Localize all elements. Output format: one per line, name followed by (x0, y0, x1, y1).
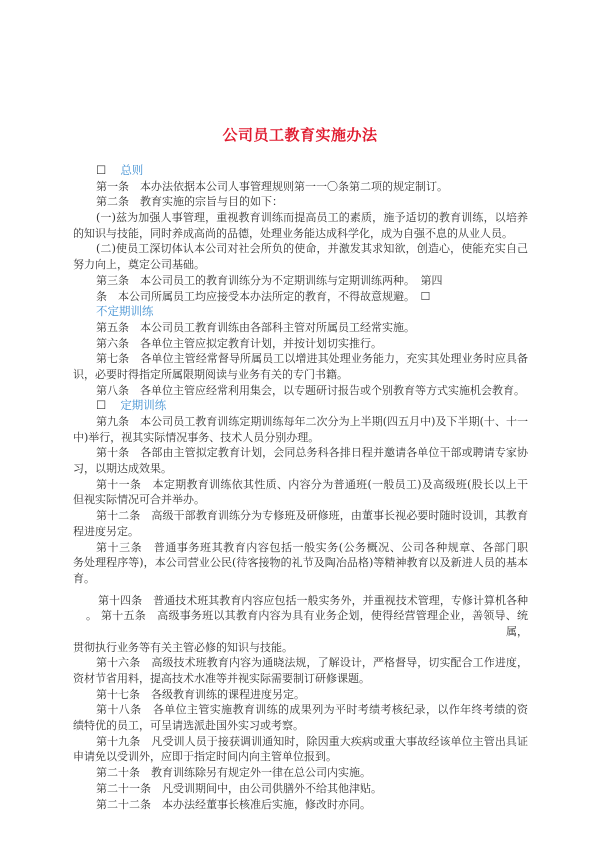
document-title: 公司员工教育实施办法 (222, 126, 378, 144)
article-line: 第五条 本公司员工教育训练由各部科主管对所属员工经常实施。 (96, 320, 415, 334)
article-line: 第十九条 凡受训人员于接获调训通知时，除因重大疾病或重大事故经该单位主管出具证 (96, 734, 528, 748)
paragraph-continuation-line: 申请免以受训外，应即于指定时间内向主管单位报到。 (73, 750, 337, 764)
article-line: 第二十二条 本办法经董事长核准后实施，修改时亦同。 (96, 797, 371, 811)
paragraph-continuation-line: 的知识与技能，同时养成高尚的品德，处理业务能达成科学化，成为自强不息的从业人员。 (73, 226, 513, 240)
section-heading-text: 不定期训练 (96, 304, 154, 319)
article-line: 第二十条 教育训练除另有规定外一律在总公司内实施。 (96, 766, 371, 780)
article-line: 第七条 各单位主管经常督导所属员工以增进其处理业务能力，充实其处理业务时应具备 (96, 352, 528, 366)
article-line: 属， (506, 624, 528, 638)
article-line: 第十八条 各单位主管实施教育训练的成果列为平时考绩考核纪录，以作年终考绩的资 (96, 703, 528, 717)
document-body (73, 163, 528, 812)
article-line: 第十一条 本定期教育训练依其性质、内容分为普通班(一般员工)及高级班(股长以上干 (96, 477, 528, 491)
article-line: 第二十一条 凡受训期间中，由公司供膳外不给其他津贴。 (96, 781, 382, 795)
article-line: 第八条 各单位主管应经常利用集会，以专题研讨报告或个别教育等方式实施机会教育。 (96, 383, 525, 397)
article-line: 第二条 教育实施的宗旨与目的如下： (96, 195, 283, 209)
article-line: 条 本公司所属员工均应接受本办法所定的教育，不得故意规避。 ☐ (96, 289, 431, 303)
section-heading (73, 304, 528, 320)
paragraph-continuation-line: 育。 (73, 571, 95, 585)
checkbox-icon: ☐ (96, 163, 107, 177)
section-heading-text: 总则 (120, 163, 144, 177)
checkbox-icon: ☐ (96, 398, 107, 413)
paragraph-continuation-line: 绩特优的员工，可呈请选派赴国外实习或考察。 (73, 719, 304, 733)
paragraph-continuation-line: 资材节省用料，提高技术水准等并视实际需要制订研修课题。 (73, 672, 370, 685)
section-heading (73, 163, 528, 179)
section-heading (73, 398, 528, 414)
article-line: 。 第十五条 高级事务班以其教育内容为具有业务企划，使得经营管理企业，善领导、统 (86, 609, 528, 623)
article-line: 第十七条 各级教育训练的课程进度另定。 (96, 687, 305, 701)
paragraph-continuation-line: 但视实际情况可合并举办。 (73, 493, 205, 507)
section-heading-text: 定期训练 (120, 398, 167, 413)
paragraph-continuation-line: 程进度另定。 (73, 524, 139, 538)
paragraph-continuation-line: 努力向上，奠定公司基础。 (73, 258, 205, 272)
article-line: 第一条 本办法依据本公司人事管理规则第一一〇条第二项的规定制订。 (96, 179, 448, 193)
article-line: (二)使员工深切体认本公司对社会所负的使命，并激发其求知欲，创造心，使能充实自己 (96, 242, 528, 256)
article-line: 第十三条 普通事务班其教育内容包括一般实务(公务概况、公司各种规章、各部门职 (96, 540, 528, 554)
paragraph-continuation-line: 务处理程序等)，本公司营业公民(待客接物的礼节及陶冶品格)等精神教育以及新进人员的基本 (73, 556, 528, 570)
article-line: 第十四条 普通技术班其教育内容应包括一般实务外，并重视技术管理，专修计算机各种 (98, 593, 528, 607)
article-line: 第十六条 高级技术班教育内容为通晓法规，了解设计，严格督导，切实配合工作进度， (96, 656, 528, 670)
article-line: 第三条 本公司员工的教育训练分为不定期训练与定期训练两种。 第四 (96, 273, 443, 287)
article-line: 第十条 各部由主管拟定教育计划，会同总务科各排日程并邀请各单位干部或聘请专家协 (96, 446, 528, 460)
paragraph-continuation-line: 识，必要时得指定所属限期阅读与业务有关的专门书籍。 (73, 367, 348, 381)
article-line: 第九条 本公司员工教育训练定期训练每年二次分为上半期(四五月中)及下半期(十、十一 (96, 415, 528, 428)
paragraph-continuation-line: 习，以期达成效果。 (73, 462, 172, 476)
paragraph-continuation-line: 中)举行，视其实际情况事务、技术人员分别办理。 (73, 430, 320, 444)
article-line: 第十二条 高级干部教育训练分为专修班及研修班，由董事长视必要时随时设训，其教育 (96, 509, 528, 523)
article-line: (一)兹为加强人事管理，重视教育训练而提高员工的素质，施予适切的教育训练，以培养 (96, 211, 528, 225)
paragraph-continuation-line: 贯彻执行业务等有关主管必修的知识与技能。 (73, 640, 293, 654)
article-line: 第六条 各单位主管应拟定教育计划，并按计划切实推行。 (96, 336, 382, 350)
